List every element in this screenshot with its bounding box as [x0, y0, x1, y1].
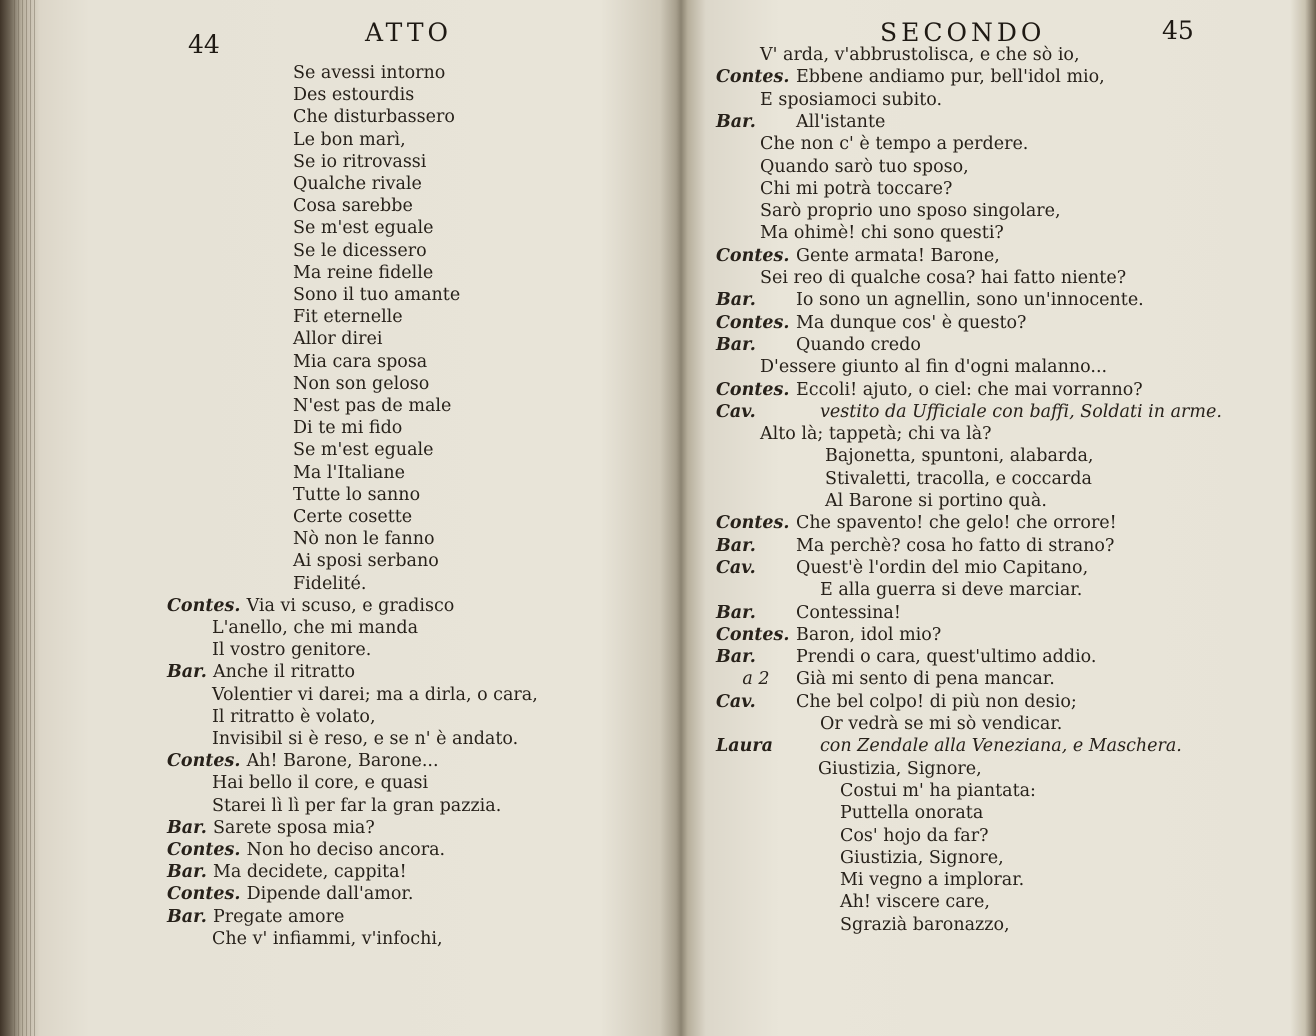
verse-line: Se le dicessero	[293, 240, 427, 261]
running-head: ATTO	[365, 18, 452, 47]
line-text: con Zendale alla Veneziana, e Maschera.	[820, 736, 1182, 757]
verse-line: Ai sposi serbano	[293, 551, 439, 572]
verse-line: Che disturbassero	[293, 107, 455, 128]
speaker-name: Contes.	[167, 751, 247, 772]
speaker-line	[716, 668, 1055, 690]
line-text: Ebbene andiamo pur, bell'idol mio,	[796, 67, 1105, 88]
line-text: Sarete sposa mia?	[212, 817, 375, 838]
line-text: Via vi scuso, e gradisco	[246, 595, 455, 616]
speaker-line	[167, 839, 445, 861]
line-text: Ma perchè? cosa ho fatto di strano?	[796, 535, 1115, 556]
verse-line: L'anello, che mi manda	[212, 618, 419, 638]
verse-line: Sgrazià baronazzo,	[840, 914, 1010, 935]
verse-line: Stivaletti, tracolla, e coccarda	[825, 468, 1092, 489]
speaker-line	[716, 602, 901, 624]
speaker-name: Contes.	[167, 884, 247, 905]
verse-line: Fidelité.	[293, 573, 367, 594]
verse-line: Se m'est eguale	[293, 440, 434, 461]
left-page	[40, 0, 670, 1036]
verse-line: Se avessi intorno	[293, 63, 446, 83]
speaker-line	[167, 883, 413, 905]
line-text: Eccoli! ajuto, o ciel: che mai vorranno?	[796, 379, 1143, 400]
speaker-name: Laura	[716, 736, 773, 757]
verse-line: Il ritratto è volato,	[212, 706, 376, 727]
verse-line: Bajonetta, spuntoni, alabarda,	[825, 446, 1094, 467]
speaker-name: Contes.	[716, 67, 790, 88]
verse-line: Sarò proprio uno sposo singolare,	[760, 201, 1061, 222]
speaker-name: Bar.	[167, 662, 213, 683]
line-text: Non ho deciso ancora.	[246, 840, 446, 860]
verse-line: E sposiamoci subito.	[760, 89, 943, 110]
speaker-name: Bar.	[716, 647, 756, 668]
verse-line: Mia cara sposa	[293, 351, 428, 372]
line-text: All'istante	[796, 111, 886, 132]
line-text: Baron, idol mio?	[796, 624, 942, 645]
line-text: Prendi o cara, quest'ultimo addio.	[796, 647, 1097, 668]
speaker-line	[716, 111, 885, 133]
line-text: Quest'è l'ordin del mio Capitano,	[796, 557, 1089, 578]
verse-line: Hai bello il core, e quasi	[212, 773, 429, 794]
verse-line: Le bon marì,	[293, 129, 406, 150]
verse-line: Certe cosette	[293, 507, 413, 527]
speaker-name: a 2	[742, 669, 770, 690]
verse-line: E alla guerra si deve marciar.	[820, 580, 1083, 601]
line-text: Che spavento! che gelo! che orrore!	[796, 513, 1117, 534]
verse-line: Cos' hojo da far?	[840, 825, 989, 846]
speaker-name: Contes.	[716, 379, 790, 400]
speaker-line	[716, 535, 1114, 557]
speaker-name: Contes.	[167, 595, 247, 616]
speaker-name: Cav.	[716, 557, 756, 578]
verse-line: Ma reine fidelle	[293, 262, 434, 283]
verse-line: Cosa sarebbe	[293, 196, 413, 217]
speaker-name: Bar.	[167, 817, 213, 838]
speaker-name: Cav.	[716, 401, 756, 422]
verse-line: Sei reo di qualche cosa? hai fatto niente?	[760, 268, 1127, 288]
page-edges	[14, 0, 36, 1036]
line-text: Io sono un agnellin, sono un'innocente.	[796, 290, 1144, 311]
verse-line: N'est pas de male	[293, 396, 452, 416]
line-text: Gente armata! Barone,	[796, 245, 1000, 266]
verse-line: Il vostro genitore.	[212, 640, 372, 661]
verse-line: Volentier vi darei; ma a dirla, o cara,	[212, 684, 538, 705]
speaker-line	[716, 312, 1026, 334]
speaker-line	[716, 557, 1088, 579]
verse-line: Alto là; tappetà; chi va là?	[760, 424, 992, 445]
verse-line: Se m'est eguale	[293, 218, 434, 239]
speaker-line	[716, 691, 1077, 713]
speaker-name: Bar.	[716, 535, 756, 556]
verse-line: Di te mi fido	[293, 418, 403, 439]
speaker-line	[716, 379, 1143, 401]
speaker-name: Contes.	[716, 245, 790, 266]
verse-line: Sono il tuo amante	[293, 285, 461, 305]
verse-line: Allor direi	[293, 329, 383, 350]
line-text: Pregate amore	[212, 906, 345, 927]
line-text: vestito da Ufficiale con baffi, Soldati in arme.	[820, 401, 1222, 422]
line-text: Che bel colpo! di più non desio;	[796, 691, 1077, 712]
line-text: Dipende dall'amor.	[246, 884, 414, 905]
speaker-line	[167, 661, 355, 683]
speaker-line	[716, 624, 941, 646]
speaker-line	[716, 334, 921, 356]
line-text: Già mi sento di pena mancar.	[796, 669, 1055, 690]
speaker-name: Contes.	[716, 624, 790, 645]
verse-line: Se io ritrovassi	[293, 151, 427, 172]
speaker-name: Bar.	[716, 111, 756, 132]
speaker-line	[716, 66, 1105, 88]
speaker-line	[167, 750, 439, 772]
speaker-name: Bar.	[716, 602, 756, 623]
line-text: Quando credo	[796, 334, 921, 355]
verse-line: Che non c' è tempo a perdere.	[760, 134, 1029, 155]
speaker-line	[716, 289, 1144, 311]
verse-line: Quando sarò tuo sposo,	[760, 156, 969, 177]
speaker-line	[167, 817, 375, 839]
speaker-line	[167, 595, 454, 617]
verse-line: Ma ohimè! chi sono questi?	[760, 223, 1004, 244]
speaker-name: Bar.	[716, 290, 756, 311]
line-text: Contessina!	[796, 602, 901, 623]
right-page	[690, 0, 1300, 1036]
verse-line: Giustizia, Signore,	[840, 847, 1004, 868]
verse-line: Chi mi potrà toccare?	[760, 178, 953, 199]
line-text: Ma decidete, cappita!	[212, 862, 407, 883]
verse-line: Non son geloso	[293, 373, 430, 394]
page-number: 45	[1162, 16, 1194, 45]
speaker-name: Cav.	[716, 691, 756, 712]
verse-line: Al Barone si portino quà.	[825, 491, 1047, 511]
verse-line: Starei lì lì per far la gran pazzia.	[212, 795, 502, 816]
speaker-line	[716, 245, 1000, 267]
speaker-line	[716, 512, 1117, 534]
speaker-name: Contes.	[716, 513, 790, 534]
verse-line: Ma l'Italiane	[293, 462, 405, 483]
verse-line: Tutte lo sanno	[293, 484, 421, 505]
verse-line: Fit eternelle	[293, 307, 403, 328]
speaker-line	[167, 906, 344, 928]
speaker-line	[716, 646, 1096, 668]
verse-line: Giustizia, Signore,	[818, 758, 982, 779]
speaker-name: Bar.	[167, 862, 213, 883]
speaker-name: Bar.	[716, 334, 756, 355]
speaker-name: Contes.	[167, 840, 247, 860]
verse-line: D'essere giunto al fin d'ogni malanno...	[760, 357, 1108, 378]
verse-line: Mi vegno a implorar.	[840, 870, 1025, 891]
speaker-line	[167, 861, 407, 883]
verse-line: Qualche rivale	[293, 174, 422, 194]
verse-line: Des estourdis	[293, 85, 415, 106]
verse-line: Puttella onorata	[840, 803, 984, 824]
line-text: Ah! Barone, Barone...	[246, 751, 439, 772]
running-head: SECONDO	[880, 18, 1046, 47]
verse-line: Or vedrà se mi sò vendicar.	[820, 714, 1063, 734]
speaker-name: Contes.	[716, 312, 790, 333]
verse-line: Costui m' ha piantata:	[840, 780, 1036, 801]
line-text: Anche il ritratto	[212, 662, 355, 683]
speaker-line	[716, 401, 1222, 423]
speaker-line	[716, 735, 1182, 757]
verse-line: Che v' infiammi, v'infochi,	[212, 928, 443, 949]
verse-line: Nò non le fanno	[293, 529, 435, 550]
page-number: 44	[188, 30, 220, 59]
verse-line: Ah! viscere care,	[840, 892, 990, 913]
speaker-name: Bar.	[167, 906, 213, 927]
verse-line: V' arda, v'abbrustolisca, e che sò io,	[760, 45, 1080, 65]
line-text: Ma dunque cos' è questo?	[796, 312, 1027, 333]
verse-line: Invisibil si è reso, e se n' è andato.	[212, 729, 519, 749]
